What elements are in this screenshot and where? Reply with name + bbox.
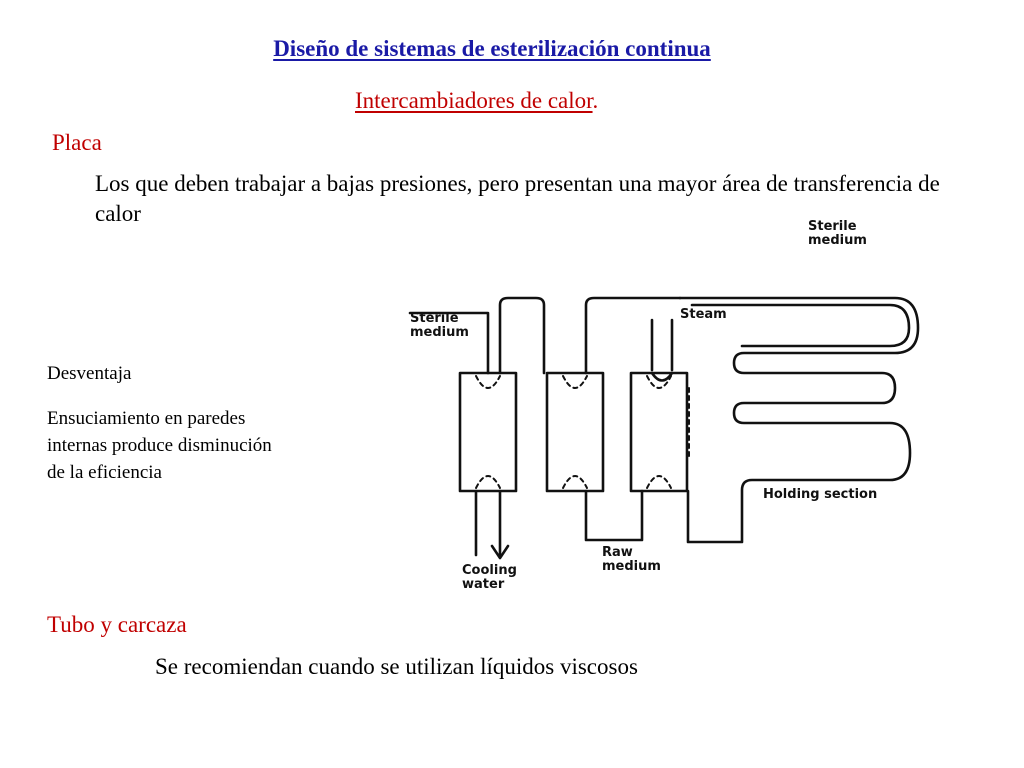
plate-heading: Placa xyxy=(52,130,102,155)
label-steam: Steam xyxy=(680,307,727,322)
label-sterile-inlet-1: Sterile xyxy=(410,311,459,326)
plate-heat-exchanger-diagram xyxy=(390,210,950,600)
slide-subtitle xyxy=(355,88,598,114)
plate-unit-1 xyxy=(460,373,516,491)
slide-title: Diseño de sistemas de esterilización continua xyxy=(273,36,711,61)
pipe-unit1-unit2 xyxy=(500,298,544,373)
shell-tube-description: Se recomiendan cuando se utilizan líquidos viscosos xyxy=(155,654,638,679)
cooling-water-pipes xyxy=(476,491,500,555)
label-holding-section: Holding section xyxy=(763,487,878,502)
subtitle-text: Intercambiadores de calor xyxy=(355,88,593,113)
raw-medium-pipe xyxy=(586,491,642,540)
label-cooling-1: Cooling xyxy=(462,563,517,578)
plate-description: Los que deben trabajar a bajas presiones, pero presentan una mayor área de transferencia de calor xyxy=(95,171,940,226)
label-sterile-inlet-2: medium xyxy=(410,325,469,340)
steam-inlet-pipe xyxy=(652,320,672,381)
shell-tube-heading: Tubo y carcaza xyxy=(47,612,187,637)
disadvantage-heading: Desventaja xyxy=(47,363,132,384)
label-raw-1: Raw xyxy=(602,545,633,560)
label-sterile-outlet-1: Sterile xyxy=(808,219,857,234)
disadvantage-text: Ensuciamiento en paredes internas produce disminución de la eficiencia xyxy=(47,408,272,483)
subtitle-period: . xyxy=(592,88,599,113)
label-sterile-outlet-2: medium xyxy=(808,233,867,248)
plate-unit-2 xyxy=(547,373,603,491)
plate-unit-3 xyxy=(631,373,687,491)
label-cooling-2: water xyxy=(462,577,505,592)
label-raw-2: medium xyxy=(602,559,661,574)
holding-section-coil xyxy=(680,298,918,542)
plate-seals xyxy=(476,376,689,488)
pipe-unit2-unit3 xyxy=(586,298,680,373)
